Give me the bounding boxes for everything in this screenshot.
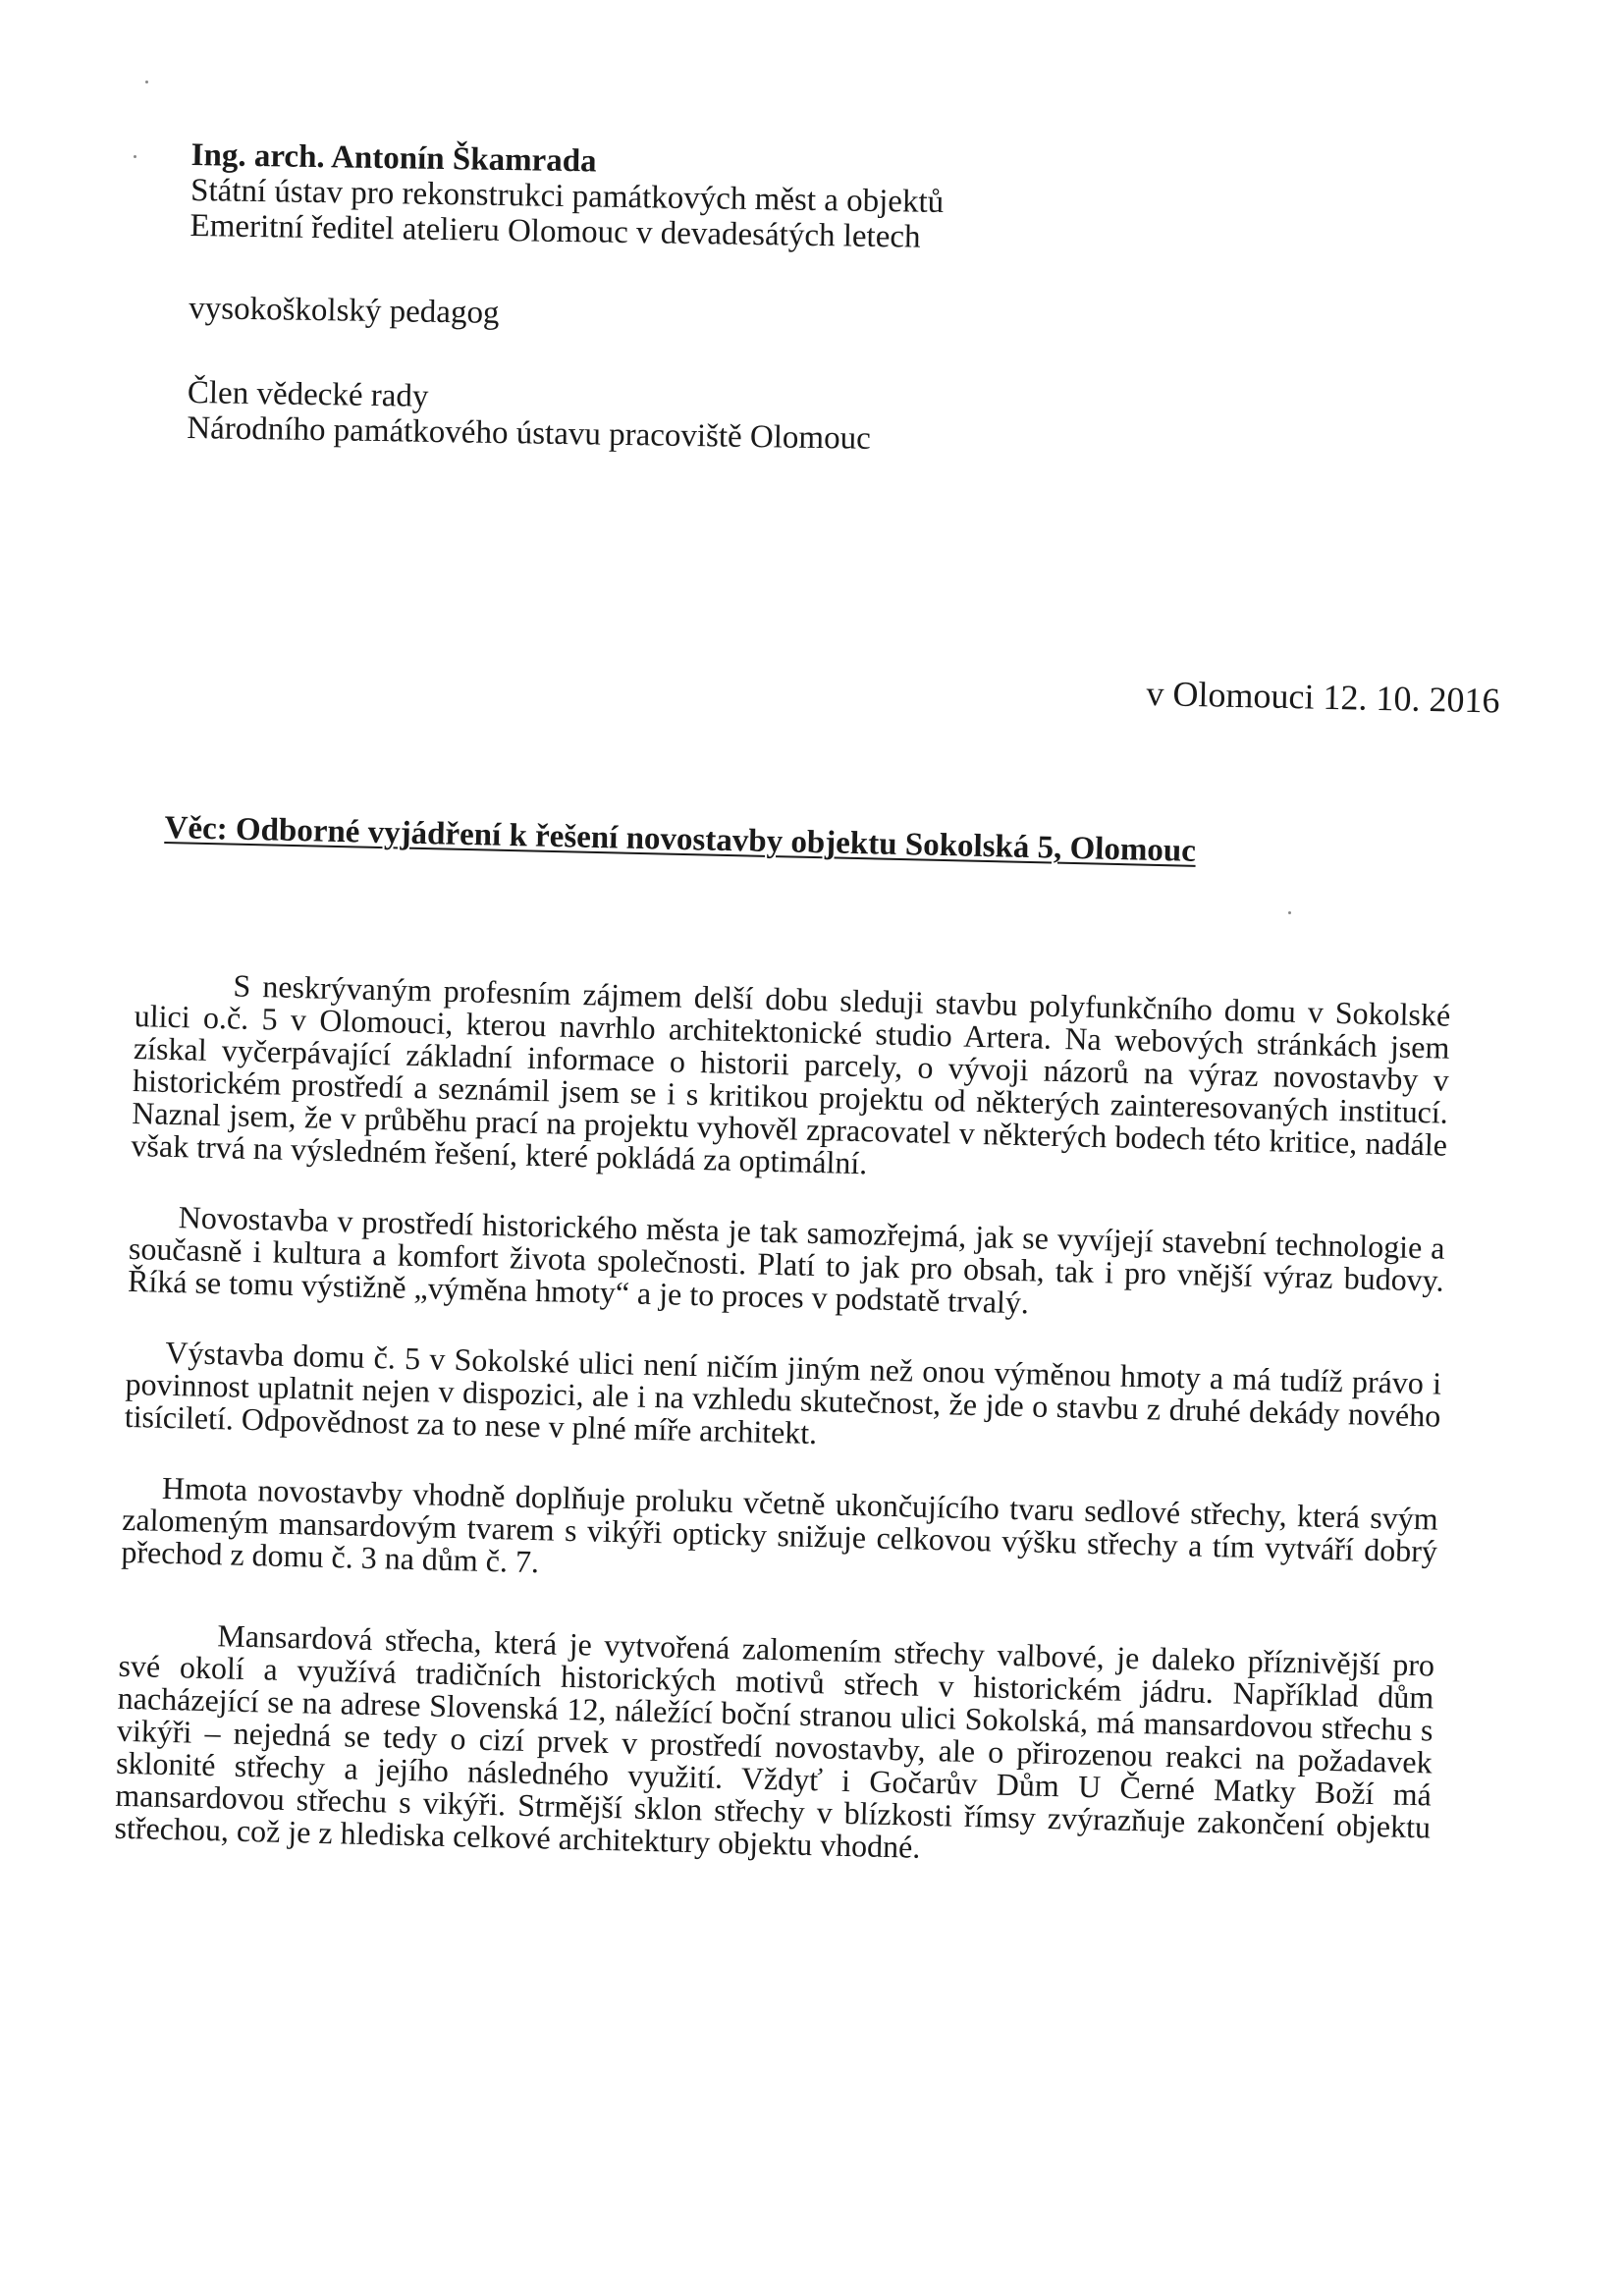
paragraph: Novostavba v prostředí historického města je tak samozřejmá, jak se vyvíjejí stavební technologie a současně i kultura a komfort života společnosti. Platí to jak pro obsah, tak i pro vnější výraz budovy. Říká se tomu výstižně „výměna hmoty“ a je to proces v podstatě trvalý. <box>127 1199 1445 1321</box>
scan-speck <box>134 155 136 158</box>
paragraph: Mansardová střecha, která je vytvořená zalomením střechy valbové, je daleko příznivější pro své okolí a využívá tradičních historických motivů střech v historickém jádru. Například dům nacházející se na adrese Slovenská 12, náležící boční stranou ulici Sokolská, má mansardovou střechu s vikýři – nejedná se tedy o cizí prvek v prostředí novostavby, ale o přirozenou reakci na požadavek sklonité střechy a jejího následného využití. Vždyť i Gočarův Dům U Černé Matky Boží má mansardovou střechu s vikýři. Strmější sklon střechy v blízkosti římsy zvýrazňuje zakončení objektu střechou, což je z hlediska celkové architektury objektu vhodné. <box>114 1617 1435 1865</box>
sender-profession: vysokoškolský pedagog <box>188 290 500 331</box>
sender-name: Ing. arch. Antonín Škamrada <box>190 137 597 180</box>
sender-institution: Státní ústav pro rekonstrukci památkových měst a objektů <box>189 172 945 221</box>
letter-body <box>113 967 1450 1914</box>
paragraph: Hmota novostavby vhodně doplňuje proluku včetně ukončujícího tvaru sedlové střechy, která svým zalomeným mansardovým tvarem s vikýři opticky snižuje celkovou výšku střechy a tím vytváří dobrý přechod z domu č. 3 na dům č. 7. <box>121 1469 1439 1580</box>
letter-subject: Věc: Odborné vyjádření k řešení novostavby objektu Sokolská 5, Olomouc <box>164 810 1197 869</box>
scan-speck <box>1288 911 1291 914</box>
paragraph: Výstavba domu č. 5 v Sokolské ulici není ničím jiným než onou výměnou hmoty a má tudíž právo i povinnost uplatnit nejen v dispozici, ale i na vzhledu skutečnost, že jde o stavbu z druhé dekády nového tisíciletí. Odpovědnost za to nese v plné míře architekt. <box>124 1334 1442 1451</box>
letter-date: v Olomouci 12. 10. 2016 <box>1146 673 1500 721</box>
sender-membership-institution: Národního památkového ústavu pracoviště Olomouc <box>187 410 872 457</box>
sender-block <box>187 137 1173 462</box>
sender-membership: Člen vědecké rady <box>187 374 429 414</box>
sender-role: Emeritní ředitel atelieru Olomouc v devadesátých letech <box>189 207 921 255</box>
paragraph: S neskrývaným profesním zájmem delší dobu sleduji stavbu polyfunkčního domu v Sokolské ulici o.č. 5 v Olomouci, kterou navrhlo architektonické studio Artera. Na webových stránkách jsem získal vyčerpávající základní informace o historii parcely, o vývoji názorů na výraz novostavby v historickém prostředí a seznámil jsem se i s kritikou projektu od některých zainteresovaných institucí. Naznal jsem, že v průběhu prací na projektu vyhověl zpracovatel v některých bodech této kritice, nadále však trvá na výsledném řešení, které pokládá za optimální. <box>131 967 1451 1181</box>
scan-speck <box>145 81 148 83</box>
